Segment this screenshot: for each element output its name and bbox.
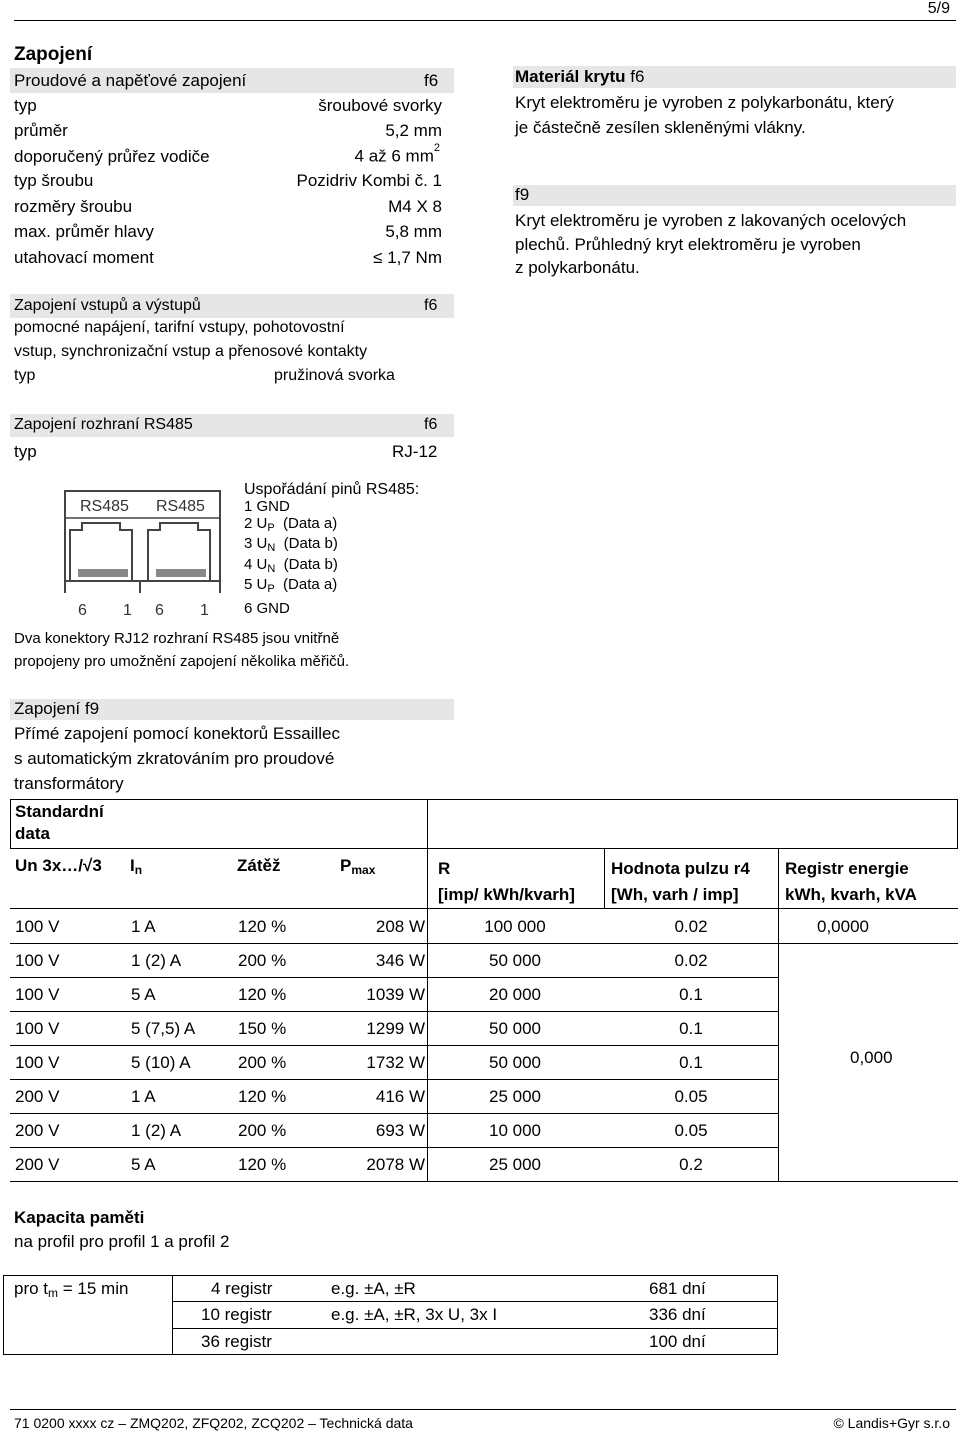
cell-in: 5 A <box>131 1155 156 1174</box>
cell-load: 150 % <box>238 1019 287 1038</box>
pin-item <box>244 557 338 578</box>
top-rule <box>14 20 956 21</box>
type-label: typ <box>14 367 36 384</box>
pin-name: U <box>256 514 268 532</box>
cell-load: 120 % <box>238 917 287 936</box>
cell-pmax: 208 W <box>375 917 425 936</box>
cell-in: 5 (7,5) A <box>131 1019 196 1038</box>
pin-name: U <box>256 555 268 573</box>
memory-label-pre: pro t <box>14 1279 49 1298</box>
cell-r: 50 000 <box>489 951 541 970</box>
pin-name: U <box>256 535 268 552</box>
spec-value: Pozidriv Kombi č. 1 <box>296 171 442 190</box>
spec-value: ≤ 1,7 Nm <box>373 248 442 267</box>
header-line: Standardní <box>15 802 104 821</box>
spec-value: 5,8 mm <box>385 222 442 241</box>
f9-line: Kryt elektroměru je vyroben z lakovaných ocelových <box>515 211 907 230</box>
memory-title: Kapacita paměti <box>14 1208 145 1227</box>
spec-label: rozměry šroubu <box>14 197 133 216</box>
header-line: data <box>15 824 50 843</box>
pin-item <box>244 516 338 537</box>
pin-extra: (Data a) <box>283 514 338 532</box>
cell-pulse: 0.02 <box>674 917 708 936</box>
cell-pmax: 416 W <box>375 1087 425 1106</box>
section-bar <box>513 185 956 206</box>
col-un: Un 3x…/√3 <box>15 856 102 875</box>
cell-pmax: 1299 W <box>366 1019 425 1038</box>
cell-pulse: 0.05 <box>674 1121 708 1140</box>
footer-left: 71 0200 xxxx cz – ZMQ202, ZFQ202, ZCQ202 – Technická data <box>14 1415 413 1431</box>
note-line: Dva konektory RJ12 rozhraní RS485 jsou vnitřně <box>14 630 340 647</box>
cell-in: 1 (2) A <box>131 1121 182 1140</box>
cell-in: 1 A <box>131 917 156 936</box>
spec-row <box>14 248 442 273</box>
material-line: je částečně zesílen skleněnými vlákny. <box>515 118 806 137</box>
register-first: 0,0000 <box>817 917 869 936</box>
pin-list <box>244 499 338 617</box>
type-label: typ <box>14 442 37 461</box>
cell-load: 200 % <box>238 1053 287 1072</box>
pin-n: 1 <box>244 498 253 515</box>
pin-sub: P <box>267 521 275 534</box>
cell-pmax: 2078 W <box>366 1155 425 1174</box>
spec-value: 5,2 mm <box>385 121 442 140</box>
cell-un: 100 V <box>15 917 60 936</box>
memory-days: 681 dní <box>649 1279 706 1298</box>
spec-row <box>14 171 442 196</box>
col-r-line: R <box>438 859 451 878</box>
pin-extra: (Data b) <box>283 535 338 552</box>
pin-number: 6 <box>155 602 164 619</box>
jack-left <box>70 523 132 580</box>
col-in-sub: n <box>134 863 143 877</box>
pin-item <box>244 577 338 598</box>
material-title: Materiál krytu <box>515 67 626 86</box>
cell-in: 1 (2) A <box>131 951 182 970</box>
spec-label: doporučený průřez vodiče <box>14 146 210 166</box>
cell-load: 120 % <box>238 985 287 1004</box>
pin-n: 5 <box>244 576 253 593</box>
cell-pmax: 1732 W <box>366 1053 425 1072</box>
memory-reg: 36 registr <box>201 1332 272 1351</box>
material-line: Kryt elektroměru je vyroben z polykarbonátu, který <box>515 93 894 112</box>
spec-value: M4 X 8 <box>388 197 442 216</box>
col-in <box>130 856 142 877</box>
cell-pulse: 0.1 <box>679 1019 703 1038</box>
spec-label: průměr <box>14 121 68 140</box>
spec-row <box>14 96 442 121</box>
f9-line: plechů. Průhledný kryt elektroměru je vyroben <box>515 235 861 254</box>
pin-name: GND <box>256 599 290 617</box>
cell-load: 120 % <box>238 1155 287 1174</box>
description-line: pomocné napájení, tarifní vstupy, pohotovostní <box>14 319 345 336</box>
cell-un: 200 V <box>15 1121 60 1140</box>
cell-pulse: 0.05 <box>674 1087 708 1106</box>
memory-example: e.g. ±A, ±R <box>331 1279 416 1298</box>
description-line: transformátory <box>14 774 124 793</box>
spec-label: utahovací moment <box>14 248 154 267</box>
footer-rule <box>10 1409 956 1410</box>
type-value: pružinová svorka <box>274 367 395 384</box>
cell-in: 5 A <box>131 985 156 1004</box>
cell-un: 100 V <box>15 985 60 1004</box>
material-heading <box>515 67 644 87</box>
spec-row <box>14 142 442 171</box>
cell-load: 200 % <box>238 951 287 970</box>
spec-value <box>354 142 442 167</box>
cell-r: 25 000 <box>489 1087 541 1106</box>
pin-number: 1 <box>200 602 209 619</box>
col-load: Zátěž <box>237 856 281 875</box>
pin-item <box>244 601 338 618</box>
pin-sub: N <box>267 542 276 554</box>
pin-sub: N <box>267 562 276 575</box>
col-pulse-line: Hodnota pulzu r4 <box>611 859 750 878</box>
cell-un: 100 V <box>15 1053 60 1072</box>
spec-row <box>14 222 442 247</box>
section-title: Zapojení <box>14 44 93 65</box>
pin-number: 6 <box>78 602 87 619</box>
col-pmax-label: P <box>340 856 352 875</box>
section-title: Zapojení f9 <box>14 699 100 718</box>
material-tag: f6 <box>630 67 645 86</box>
spec-row <box>14 121 442 146</box>
cell-un: 200 V <box>15 1087 60 1106</box>
cell-in: 5 (10) A <box>131 1053 191 1072</box>
register-rest: 0,000 <box>850 1048 893 1067</box>
type-value: RJ-12 <box>392 442 438 461</box>
pin-extra: (Data a) <box>283 576 338 593</box>
section-tag: f6 <box>424 297 438 314</box>
spec-value-text: 4 až 6 mm <box>354 146 434 166</box>
cell-pmax: 346 W <box>375 951 425 970</box>
pin-name: GND <box>256 498 290 515</box>
col-r <box>438 856 575 908</box>
col-reg-line: kWh, kvarh, kVA <box>785 885 917 904</box>
pin-n: 4 <box>244 555 253 573</box>
pin-item <box>244 499 338 516</box>
col-r-line: [imp/ kWh/kvarh] <box>438 885 575 904</box>
spec-value-sup: 2 <box>433 142 440 154</box>
table-header-cell <box>15 801 104 845</box>
description-line: s automatickým zkratováním pro proudové <box>14 749 335 768</box>
cell-r: 50 000 <box>489 1053 541 1072</box>
cell-r: 50 000 <box>489 1019 541 1038</box>
f9-line: z polykarbonátu. <box>515 258 640 277</box>
spec-label: typ šroubu <box>14 171 94 190</box>
subtitle: Proudové a napěťové zapojení <box>14 71 247 90</box>
cell-pulse: 0.1 <box>679 1053 703 1072</box>
col-in-label: I <box>130 856 135 875</box>
pin-n: 6 <box>244 599 253 617</box>
col-register <box>785 856 917 908</box>
col-reg-line: Registr energie <box>785 859 909 878</box>
description-line: Přímé zapojení pomocí konektorů Essaillec <box>14 724 340 743</box>
section-tag: f6 <box>424 416 438 433</box>
pin-name: U <box>256 576 268 593</box>
pin-extra: (Data b) <box>283 555 338 573</box>
cell-pmax: 1039 W <box>366 985 425 1004</box>
section-title: Zapojení rozhraní RS485 <box>14 416 193 433</box>
cell-pulse: 0.2 <box>679 1155 703 1174</box>
subtitle-tag: f6 <box>424 71 439 90</box>
pin-sub: P <box>267 583 275 595</box>
pin-item <box>244 536 338 557</box>
cell-un: 200 V <box>15 1155 60 1174</box>
description-line: vstup, synchronizační vstup a přenosové kontakty <box>14 343 368 360</box>
col-pulse-line: [Wh, varh / imp] <box>611 885 739 904</box>
cell-un: 100 V <box>15 951 60 970</box>
memory-reg: 10 registr <box>201 1305 272 1324</box>
memory-days: 100 dní <box>649 1332 706 1351</box>
spec-row <box>14 197 442 222</box>
cell-pmax: 693 W <box>375 1121 425 1140</box>
spec-value: šroubové svorky <box>318 96 442 115</box>
cell-load: 120 % <box>238 1087 287 1106</box>
pins-title: Uspořádání pinů RS485: <box>244 481 420 498</box>
jack-right <box>148 523 210 580</box>
memory-days: 336 dní <box>649 1305 706 1324</box>
section-title: Zapojení vstupů a výstupů <box>14 297 201 314</box>
f9-tag: f9 <box>515 185 530 204</box>
page-number: 5/9 <box>927 0 950 17</box>
spec-label: max. průměr hlavy <box>14 222 154 241</box>
memory-example: e.g. ±A, ±R, 3x U, 3x I <box>331 1305 498 1324</box>
memory-label <box>14 1279 128 1300</box>
cell-r: 10 000 <box>489 1121 541 1140</box>
memory-subtitle: na profil pro profil 1 a profil 2 <box>14 1232 230 1251</box>
cell-load: 200 % <box>238 1121 287 1140</box>
pin-n: 2 <box>244 514 253 532</box>
spec-label: typ <box>14 96 37 115</box>
note-line: propojeny pro umožnění zapojení několika měřičů. <box>14 653 350 670</box>
col-pmax-sub: max <box>351 863 376 877</box>
cell-pulse: 0.1 <box>679 985 703 1004</box>
cell-r: 20 000 <box>489 985 541 1004</box>
col-pulse <box>611 856 750 908</box>
cell-un: 100 V <box>15 1019 60 1038</box>
col-pmax <box>340 856 375 877</box>
memory-label-sub: m <box>48 1286 59 1300</box>
connector-label: RS485 <box>80 498 129 515</box>
pin-n: 3 <box>244 535 253 552</box>
memory-label-post: = 15 min <box>58 1279 129 1298</box>
memory-reg: 4 registr <box>211 1279 273 1298</box>
cell-r: 100 000 <box>484 917 546 936</box>
cell-in: 1 A <box>131 1087 156 1106</box>
footer-right: © Landis+Gyr s.r.o <box>833 1415 950 1431</box>
connector-label: RS485 <box>156 498 205 515</box>
cell-pulse: 0.02 <box>674 951 708 970</box>
pin-number: 1 <box>123 602 132 619</box>
cell-r: 25 000 <box>489 1155 541 1174</box>
